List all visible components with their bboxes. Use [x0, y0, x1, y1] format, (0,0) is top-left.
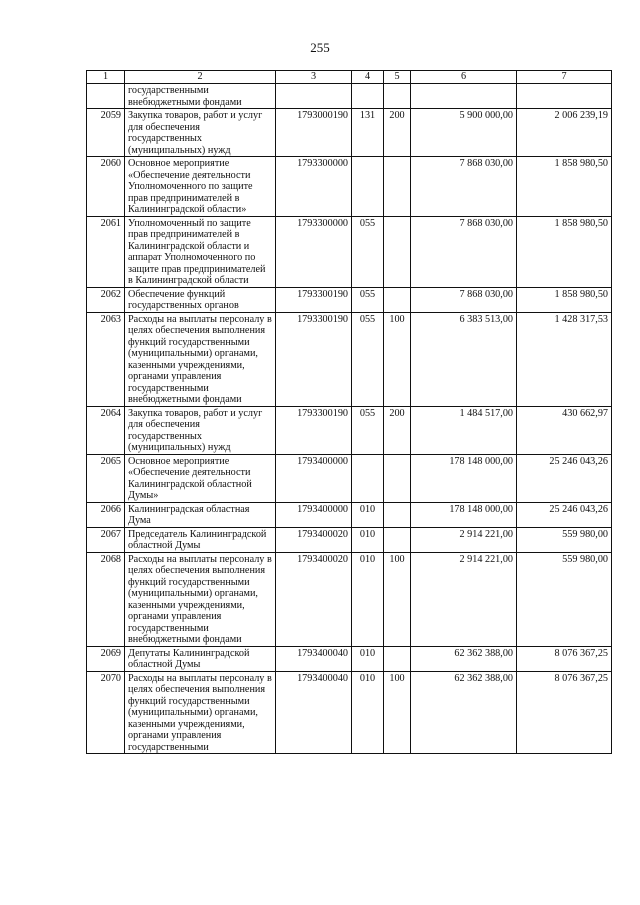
row-code: 1793300000: [276, 216, 352, 287]
table-row: [87, 671, 612, 754]
row-section: 010: [352, 646, 384, 671]
table-row: [87, 312, 612, 406]
row-amount-1: 2 914 221,00: [411, 527, 517, 552]
row-name: Закупка товаров, работ и услуг для обеспечения государственных (муниципальных) нужд: [125, 109, 276, 157]
page-number: 255: [310, 40, 330, 55]
table-row: [87, 287, 612, 312]
row-amount-1: 62 362 388,00: [411, 646, 517, 671]
row-amount-2: [517, 84, 612, 109]
row-amount-1: 7 868 030,00: [411, 157, 517, 217]
row-amount-1: [411, 84, 517, 109]
row-code: 1793400020: [276, 527, 352, 552]
row-type: [384, 84, 411, 109]
row-type: [384, 157, 411, 217]
column-header: 3: [276, 71, 352, 84]
column-header: 4: [352, 71, 384, 84]
budget-table: [86, 70, 612, 754]
row-amount-2: 1 428 317,53: [517, 312, 612, 406]
row-number: 2067: [87, 527, 125, 552]
row-type: [384, 502, 411, 527]
column-header: 6: [411, 71, 517, 84]
row-name: Уполномоченный по защите прав предпринимателей в Калининградской области и аппарат Уполномоченного по защите прав предпринимателей в Калининградской области: [125, 216, 276, 287]
table-row: [87, 406, 612, 454]
row-name: Расходы на выплаты персоналу в целях обеспечения выполнения функций государственными (муниципальными) органами, казенными учреждениями, органами управления государственными: [125, 671, 276, 754]
row-amount-1: 178 148 000,00: [411, 454, 517, 502]
row-code: 1793000190: [276, 109, 352, 157]
row-section: [352, 84, 384, 109]
row-type: [384, 216, 411, 287]
row-name: государственными внебюджетными фондами: [125, 84, 276, 109]
table-row: [87, 527, 612, 552]
row-number: 2065: [87, 454, 125, 502]
row-number: 2066: [87, 502, 125, 527]
column-header: 7: [517, 71, 612, 84]
row-type: [384, 454, 411, 502]
row-amount-1: 5 900 000,00: [411, 109, 517, 157]
row-amount-2: 1 858 980,50: [517, 287, 612, 312]
column-header: 1: [87, 71, 125, 84]
row-amount-2: 430 662,97: [517, 406, 612, 454]
row-amount-1: 2 914 221,00: [411, 552, 517, 646]
row-amount-2: 1 858 980,50: [517, 157, 612, 217]
row-number: 2070: [87, 671, 125, 754]
row-number: 2069: [87, 646, 125, 671]
row-name: Председатель Калининградской областной Думы: [125, 527, 276, 552]
row-number: 2059: [87, 109, 125, 157]
row-number: 2068: [87, 552, 125, 646]
row-section: [352, 454, 384, 502]
row-section: 010: [352, 527, 384, 552]
column-header: 2: [125, 71, 276, 84]
row-code: 1793400000: [276, 502, 352, 527]
row-amount-2: 559 980,00: [517, 527, 612, 552]
row-number: 2061: [87, 216, 125, 287]
row-amount-2: 559 980,00: [517, 552, 612, 646]
table-row: [87, 552, 612, 646]
table-row: [87, 216, 612, 287]
row-name: Расходы на выплаты персоналу в целях обеспечения выполнения функций государственными (муниципальными) органами, казенными учреждениями, органами управления государственными внебюджетными фондами: [125, 552, 276, 646]
row-amount-1: 178 148 000,00: [411, 502, 517, 527]
row-name: Калининградская областная Дума: [125, 502, 276, 527]
row-amount-2: 1 858 980,50: [517, 216, 612, 287]
row-section: 131: [352, 109, 384, 157]
row-amount-1: 7 868 030,00: [411, 216, 517, 287]
row-type: 200: [384, 406, 411, 454]
row-type: 100: [384, 552, 411, 646]
row-type: [384, 287, 411, 312]
row-name: Депутаты Калининградской областной Думы: [125, 646, 276, 671]
table-row: [87, 157, 612, 217]
row-name: Расходы на выплаты персоналу в целях обеспечения выполнения функций государственными (муниципальными) органами, казенными учреждениями, органами управления государственными внебюджетными фондами: [125, 312, 276, 406]
row-name: Основное мероприятие «Обеспечение деятельности Уполномоченного по защите прав предпринимателей в Калининградской области»: [125, 157, 276, 217]
row-code: 1793300190: [276, 406, 352, 454]
row-type: [384, 646, 411, 671]
row-amount-1: 6 383 513,00: [411, 312, 517, 406]
row-number: 2060: [87, 157, 125, 217]
row-section: 055: [352, 287, 384, 312]
row-type: 100: [384, 312, 411, 406]
row-type: 100: [384, 671, 411, 754]
row-section: 055: [352, 406, 384, 454]
row-name: Закупка товаров, работ и услуг для обеспечения государственных (муниципальных) нужд: [125, 406, 276, 454]
table-row: [87, 109, 612, 157]
row-name: Обеспечение функций государственных органов: [125, 287, 276, 312]
row-type: 200: [384, 109, 411, 157]
row-number: 2062: [87, 287, 125, 312]
row-amount-2: 8 076 367,25: [517, 646, 612, 671]
header-row: [87, 71, 612, 84]
row-number: 2063: [87, 312, 125, 406]
table-row: [87, 646, 612, 671]
row-code: 1793400040: [276, 646, 352, 671]
row-code: 1793300190: [276, 287, 352, 312]
table-row: [87, 454, 612, 502]
row-amount-2: 8 076 367,25: [517, 671, 612, 754]
row-code: 1793400040: [276, 671, 352, 754]
row-type: [384, 527, 411, 552]
table-row: [87, 84, 612, 109]
row-section: 010: [352, 552, 384, 646]
row-code: 1793300000: [276, 157, 352, 217]
row-code: 1793300190: [276, 312, 352, 406]
row-number: [87, 84, 125, 109]
table-row: [87, 502, 612, 527]
row-section: 055: [352, 216, 384, 287]
row-section: 010: [352, 502, 384, 527]
row-amount-1: 7 868 030,00: [411, 287, 517, 312]
row-section: [352, 157, 384, 217]
row-code: 1793400020: [276, 552, 352, 646]
row-section: 010: [352, 671, 384, 754]
column-header: 5: [384, 71, 411, 84]
row-section: 055: [352, 312, 384, 406]
row-code: 1793400000: [276, 454, 352, 502]
row-amount-1: 62 362 388,00: [411, 671, 517, 754]
row-code: [276, 84, 352, 109]
row-amount-2: 2 006 239,19: [517, 109, 612, 157]
row-amount-2: 25 246 043,26: [517, 502, 612, 527]
row-number: 2064: [87, 406, 125, 454]
row-amount-1: 1 484 517,00: [411, 406, 517, 454]
row-amount-2: 25 246 043,26: [517, 454, 612, 502]
row-name: Основное мероприятие «Обеспечение деятельности Калининградской областной Думы»: [125, 454, 276, 502]
